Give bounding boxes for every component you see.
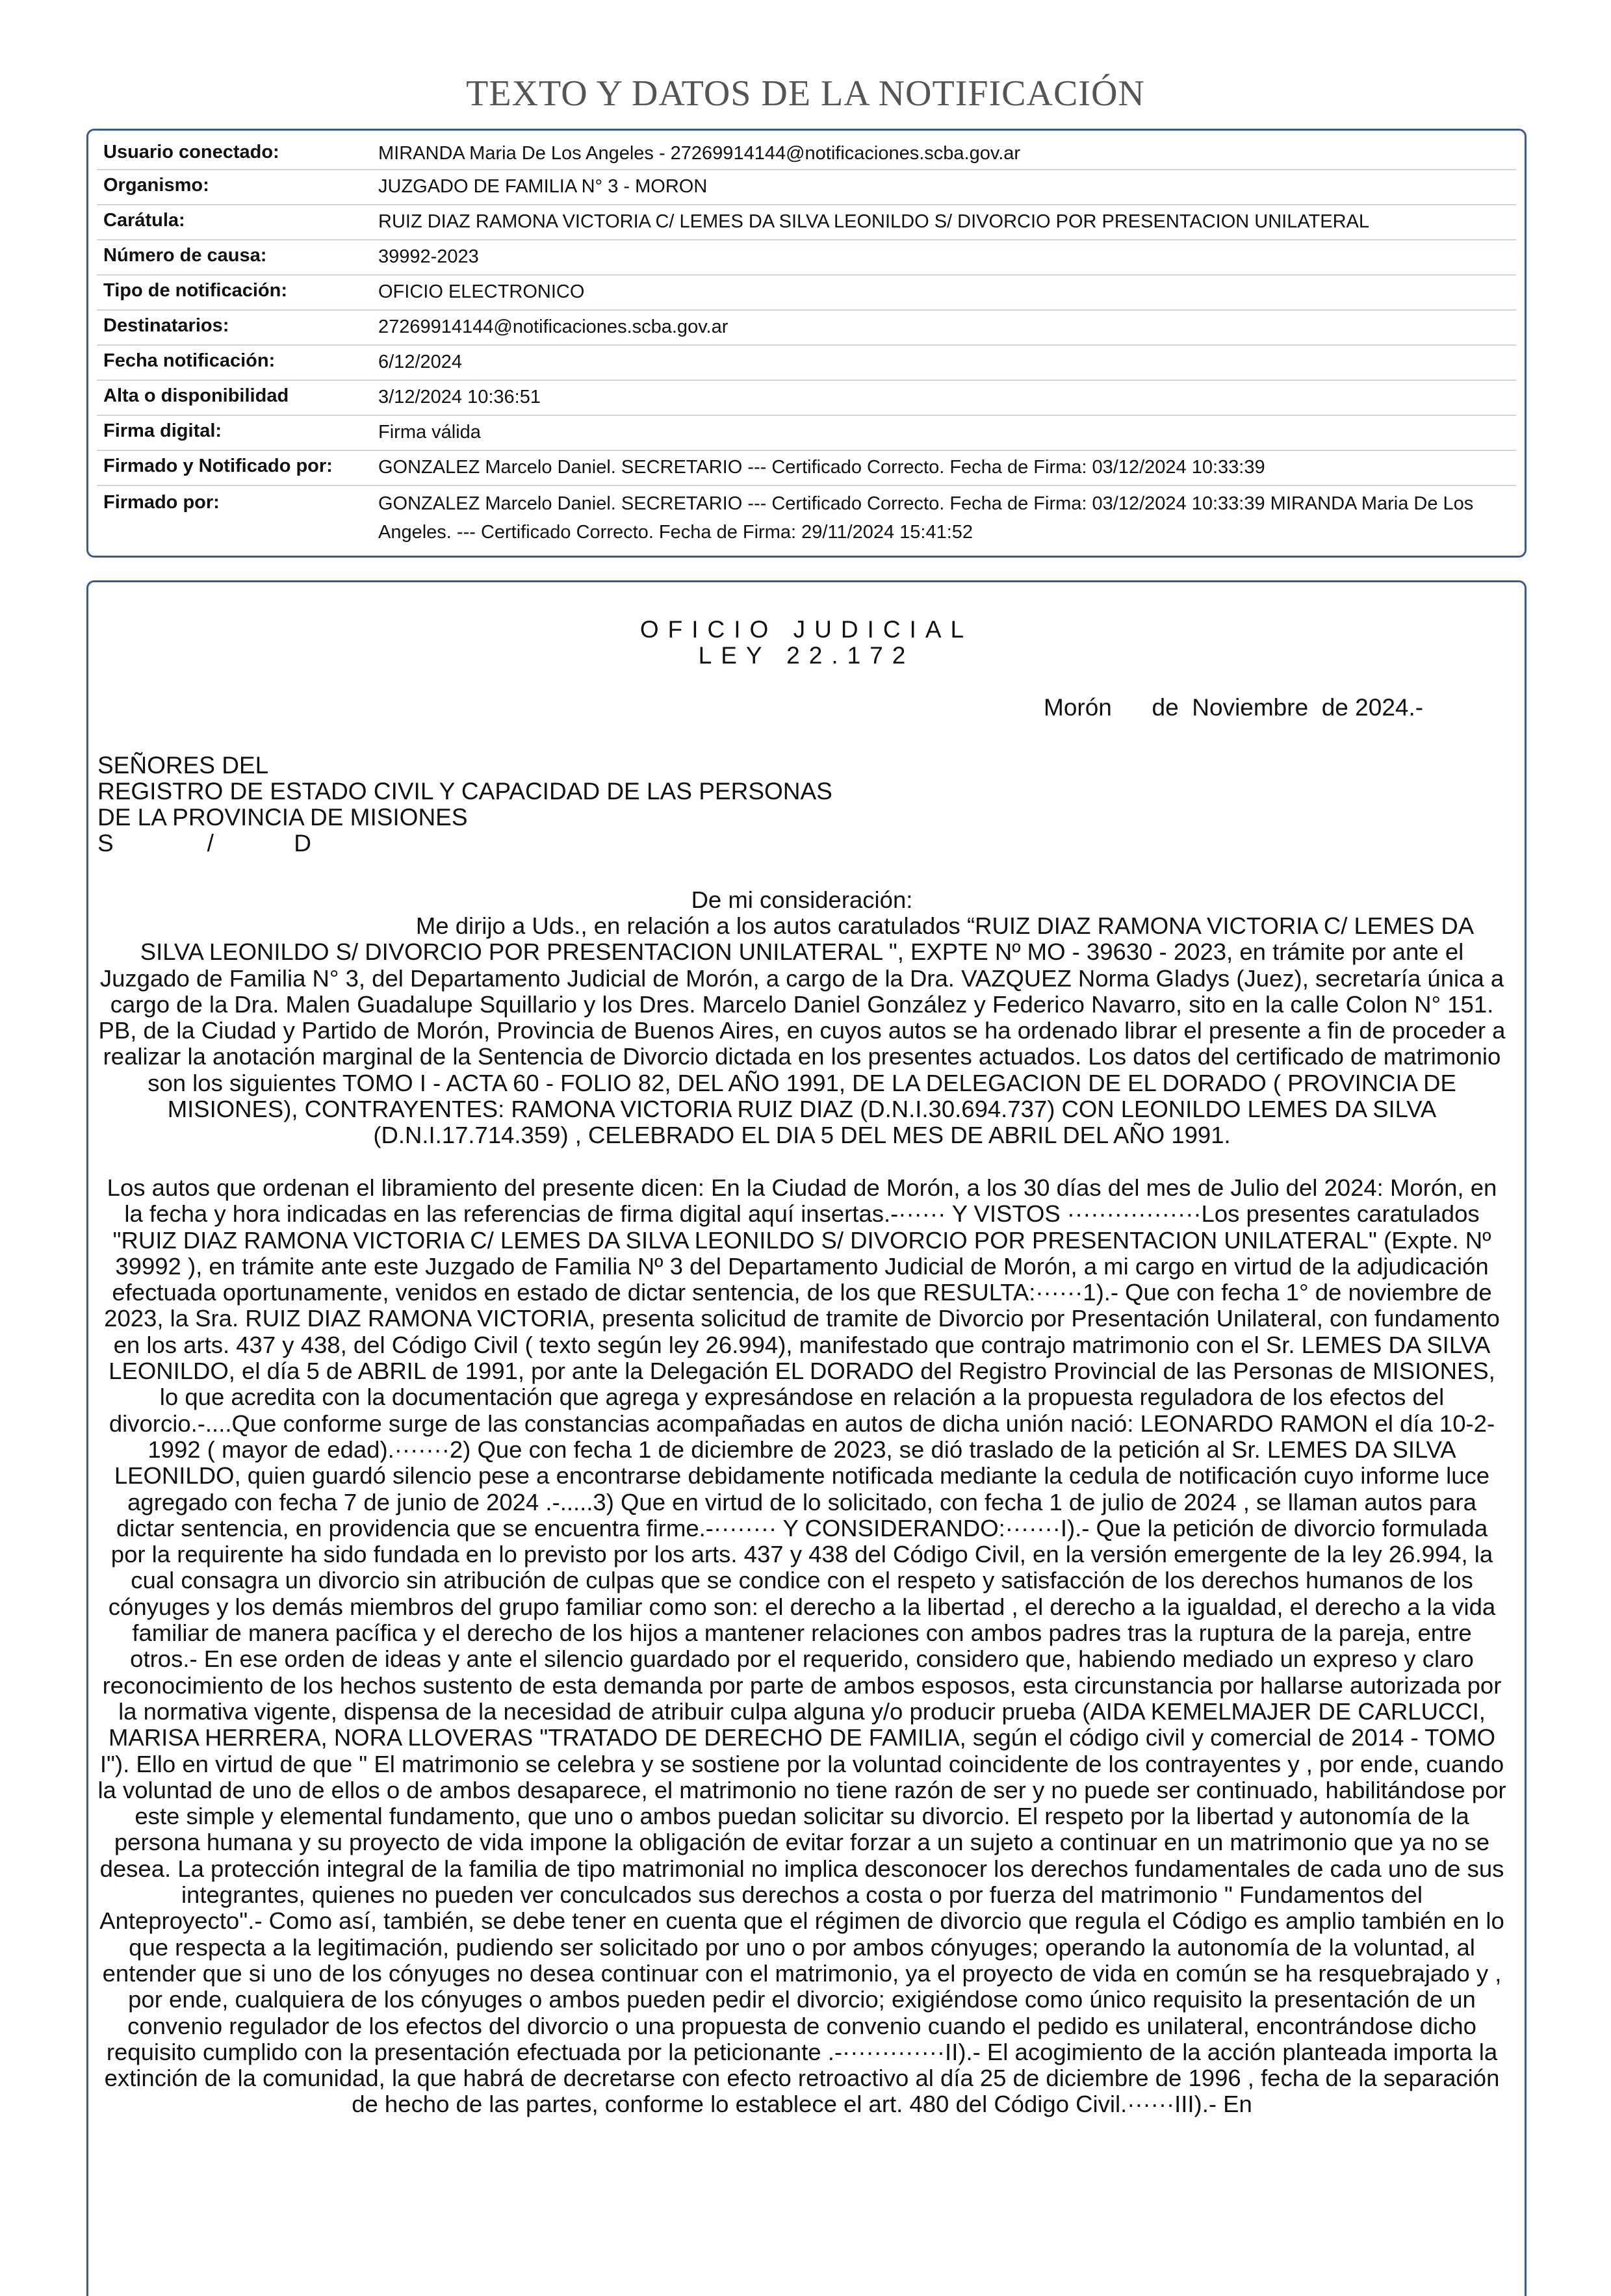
meta-value: 39992-2023 <box>378 246 479 267</box>
meta-value: 3/12/2024 10:36:51 <box>378 387 541 407</box>
meta-row-tipo-notificacion <box>97 275 1516 311</box>
meta-value: RUIZ DIAZ RAMONA VICTORIA C/ LEMES DA SILVA LEONILDO S/ DIVORCIO POR PRESENTACION UNILATERAL <box>378 211 1369 232</box>
meta-label: Firmado por: <box>103 492 220 513</box>
meta-row-numero-causa <box>97 240 1516 276</box>
meta-row-caratula <box>97 205 1516 240</box>
meta-value: OFICIO ELECTRONICO <box>378 281 585 302</box>
oficio-body-panel <box>86 580 1527 2296</box>
meta-row-firmado-notificado <box>97 450 1516 486</box>
meta-row-alta <box>97 380 1516 416</box>
meta-label: Destinatarios: <box>103 315 229 336</box>
meta-value: GONZALEZ Marcelo Daniel. SECRETARIO --- Certificado Correcto. Fecha de Firma: 03/12/2024 10:33:39 <box>378 457 1265 478</box>
meta-row-usuario <box>97 139 1516 170</box>
meta-value: Firma válida <box>378 422 481 443</box>
meta-value: JUZGADO DE FAMILIA N° 3 - MORON <box>378 176 708 197</box>
meta-label: Carátula: <box>103 210 185 231</box>
meta-value: MIRANDA Maria De Los Angeles - 27269914144@notificaciones.scba.gov.ar <box>378 143 1021 164</box>
meta-value: GONZALEZ Marcelo Daniel. SECRETARIO --- Certificado Correcto. Fecha de Firma: 03/12/2024 10:33:39 MIRANDA Maria De Los Angeles. --- Certificado Correcto. Fecha de Firma: 29/11/2024 15:41:52 <box>378 493 1474 543</box>
address-line: S / D <box>97 830 311 857</box>
meta-value: 6/12/2024 <box>378 352 463 372</box>
meta-row-organismo <box>97 170 1516 205</box>
body-paragraph: Me dirijo a Uds., en relación a los autos caratulados “RUIZ DIAZ RAMONA VICTORIA C/ LEMES DA SILVA LEONILDO S/ DIVORCIO POR PRESENTACION UNILATERAL ", EXPTE Nº MO - 39630 - 2023, en trámite por ante el Juzgado de Familia N° 3, del Departamento Judicial de Morón, a cargo de la Dra. VAZQUEZ Norma Gladys (Juez), secretaría única a cargo de la Dra. Malen Guadalupe Squillario y los Dres. Marcelo Daniel González y Federico Navarro, sito en la calle Colon N° 151. PB, de la Ciudad y Partido de Morón, Provincia de Buenos Aires, en cuyos autos se ha ordenado librar el presente a fin de proceder a realizar la anotación marginal de la Sentencia de Divorcio dictada en los presentes actuados. Los datos del certificado de matrimonio son los siguientes TOMO I - ACTA 60 - FOLIO 82, DEL AÑO 1991, DE LA DELEGACION DE EL DORADO ( PROVINCIA DE MISIONES), CONTRAYENTES: RAMONA VICTORIA RUIZ DIAZ (D.N.I.30.694.737) CON LEONILDO LEMES DA SILVA (D.N.I.17.714.359) , CELEBRADO EL DIA 5 DEL MES DE ABRIL DEL AÑO 1991. <box>98 912 1506 1149</box>
meta-row-firmado-por <box>97 485 1516 548</box>
meta-row-firma-digital <box>97 415 1516 451</box>
salutation: De mi consideración: <box>691 886 913 913</box>
body-paragraph: Los autos que ordenan el libramiento del presente dicen: En la Ciudad de Morón, a los 30 días del mes de Julio del 2024: Morón, en la fecha y hora indicadas en las referencias de firma digital aquí insertas.-······ Y VISTOS ·················Los presentes caratulados "RUIZ DIAZ RAMONA VICTORIA C/ LEMES DA SILVA LEONILDO S/ DIVORCIO POR PRESENTACION UNILATERAL" (Expte. Nº 39992 ), en trámite ante este Juzgado de Familia Nº 3 del Departamento Judicial de Morón, a mi cargo en virtud de la adjudicación efectuada oportunamente, venidos en estado de dictar sentencia, de los que RESULTA:······1).- Que con fecha 1° de noviembre de 2023, la Sra. RUIZ DIAZ RAMONA VICTORIA, presenta solicitud de tramite de Divorcio por Presentación Unilateral, con fundamento en los arts. 437 y 438, del Código Civil ( texto según ley 26.994), manifestado que contrajo matrimonio con el Sr. LEMES DA SILVA LEONILDO, el día 5 de ABRIL de 1991, por ante la Delegación EL DORADO del Registro Provincial de las Personas de MISIONES, lo que acredita con la documentación que agrega y expresándose en relación a la propuesta reguladora de los efectos del divorcio.-....Que conforme surge de las constancias acompañadas en autos de dicha unión nació: LEONARDO RAMON el día 10-2-1992 ( mayor de edad).·······2) Que con fecha 1 de diciembre de 2023, se dió traslado de la petición al Sr. LEMES DA SILVA LEONILDO, quien guardó silencio pese a encontrarse debidamente notificada mediante la cedula de notificación cuyo informe luce agregado con fecha 7 de junio de 2024 .-.....3) Que en virtud de lo solicitado, con fecha 1 de julio de 2024 , se llaman autos para dictar sentencia, en providencia que se encuentra firme.-········ Y CONSIDERANDO:·······I).- Que la petición de divorcio formulada por la requirente ha sido fundada en lo previsto por los arts. 437 y 438 del Código Civil, en la versión emergente de la ley 26.994, la cual consagra un divorcio sin atribución de culpas que se condice con el respeto y satisfacción de los derechos humanos de los cónyuges y los demás miembros del grupo familiar como son: el derecho a la libertad , el derecho a la igualdad, el derecho a la vida familiar de manera pacífica y el derecho de los hijos a mantener relaciones con ambos padres tras la ruptura de la pareja, entre otros.- En ese orden de ideas y ante el silencio guardado por el requerido, considero que, habiendo mediado un expreso y claro reconocimiento de los hechos sustento de esta demanda por parte de ambos esposos, esta circunstancia por hallarse autorizada por la normativa vigente, dispensa de la necesidad de atribuir culpa alguna y/o producir prueba (AIDA KEMELMAJER DE CARLUCCI, MARISA HERRERA, NORA LLOVERAS "TRATADO DE DERECHO DE FAMILIA, según el código civil y comercial de 2014 - TOMO I"). Ello en virtud de que " El matrimonio se celebra y se sostiene por la voluntad coincidente de los contrayentes y , por ende, cuando la voluntad de uno de ellos o de ambos desaparece, el matrimonio no tiene razón de ser y no puede ser continuado, habilitándose por este simple y elemental fundamento, que uno o ambos puedan solicitar su divorcio. El respeto por la libertad y autonomía de la persona humana y su proyecto de vida impone la obligación de evitar forzar a un sujeto a continuar en un matrimonio que ya no se desea. La protección integral de la familia de tipo matrimonial no implica desconocer los derechos fundamentales de cada uno de sus integrantes, quienes no pueden ver conculcados sus derechos a costa o por fuerza del matrimonio " Fundamentos del Anteproyecto".- Como así, también, se debe tener en cuenta que el régimen de divorcio que regula el Código es amplio también en lo que respecta a la legitimación, pudiendo ser solicitado por uno o por ambos cónyuges; operando la autonomía de la voluntad, al entender que si uno de los cónyuges no desea continuar con el matrimonio, ya el proyecto de vida en común se ha resquebrajado y , por ende, cualquiera de los cónyuges o ambos pueden pedir el divorcio; exigiéndose como único requisito la presentación de un convenio regulador de los efectos del divorcio o una propuesta de convenio cuando el pedido es unilateral, encontrándose dicho requisito cumplido con la presentación efectuada por la peticionante .-·············II).- El acogimiento de la acción planteada importa la extinción de la comunidad, la que habrá de decretarse con efecto retroactivo al día 25 de diciembre de 1996 , fecha de la separación de hecho de las partes, conforme lo establece el art. 480 del Código Civil.······III).- En <box>97 1174 1506 2118</box>
meta-label: Organismo: <box>103 175 209 196</box>
oficio-title: OFICIO JUDICIAL <box>639 616 973 643</box>
page-title: TEXTO Y DATOS DE LA NOTIFICACIÓN <box>466 73 1145 114</box>
meta-label: Fecha notificación: <box>103 350 276 371</box>
meta-label: Firmado y Notificado por: <box>103 456 333 476</box>
document-date: Morón de Noviembre de 2024.- <box>1044 694 1424 721</box>
meta-value: 27269914144@notificaciones.scba.gov.ar <box>378 316 728 337</box>
meta-label: Firma digital: <box>103 420 222 441</box>
meta-label: Número de causa: <box>103 245 267 266</box>
address-line: SEÑORES DEL <box>97 752 269 779</box>
meta-label: Tipo de notificación: <box>103 280 288 301</box>
meta-label: Usuario conectado: <box>103 142 279 162</box>
meta-label: Alta o disponibilidad <box>103 385 289 406</box>
oficio-law: LEY 22.172 <box>698 642 915 669</box>
meta-row-destinatarios <box>97 310 1516 346</box>
meta-row-fecha-notificacion <box>97 345 1516 381</box>
address-line: DE LA PROVINCIA DE MISIONES <box>97 804 468 831</box>
notification-metadata-panel <box>86 129 1527 558</box>
address-line: REGISTRO DE ESTADO CIVIL Y CAPACIDAD DE LAS PERSONAS <box>97 778 832 805</box>
